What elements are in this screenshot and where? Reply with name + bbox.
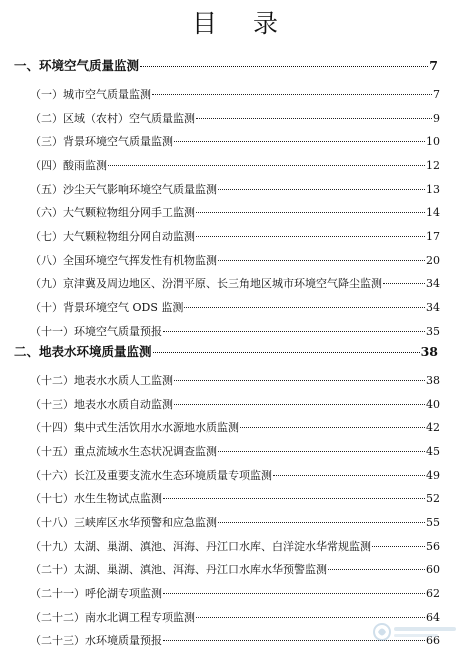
toc-entry[interactable] [30, 204, 440, 220]
toc-page-number: 38 [426, 374, 440, 387]
toc-leader-dots [174, 140, 425, 142]
toc-entry[interactable] [30, 299, 440, 315]
toc-section-label: 一、环境空气质量监测 [14, 58, 140, 73]
toc-entry[interactable] [30, 275, 440, 291]
toc-entry-label: （七）大气颗粒物组分网自动监测 [30, 229, 195, 243]
toc-page-number: 35 [426, 324, 440, 338]
toc-section-heading[interactable] [14, 342, 438, 360]
toc-entry[interactable] [30, 585, 440, 601]
toc-leader-dots [240, 426, 425, 428]
toc-entry-label: （二十）太湖、巢湖、滇池、洱海、丹江口水库水华预警监测 [30, 563, 327, 577]
toc-leader-dots [218, 259, 425, 261]
toc-page-number: 62 [426, 586, 440, 600]
toc-entry-label: （十七）水生生物试点监测 [30, 492, 162, 506]
toc-page-number: 14 [426, 206, 440, 220]
toc-entry-label: （十三）地表水水质自动监测 [30, 397, 173, 411]
toc-page-number: 38 [420, 344, 438, 359]
toc-entry[interactable] [30, 181, 440, 197]
toc-page-number: 64 [426, 610, 440, 624]
toc-entry-label: （九）京津冀及周边地区、汾渭平原、长三角地区城市环境空气降尘监测 [30, 277, 382, 291]
toc-leader-dots [196, 211, 425, 213]
toc-entry[interactable] [30, 396, 440, 412]
toc-entry[interactable] [30, 467, 440, 483]
toc-entry-label: （十一）环境空气质量预报 [30, 324, 162, 338]
toc-entry[interactable] [30, 514, 440, 530]
toc-section-heading[interactable] [14, 56, 438, 74]
toc-leader-dots [140, 65, 428, 67]
toc-entry-label: （二十二）南水北调工程专项监测 [30, 610, 195, 624]
toc-entry[interactable] [30, 419, 440, 435]
toc-page-number: 34 [426, 277, 440, 291]
toc-leader-dots [152, 93, 432, 95]
toc-entry[interactable] [30, 372, 440, 388]
toc-leader-dots [108, 164, 425, 166]
toc-page-number: 49 [426, 468, 440, 482]
watermark-logo [372, 621, 462, 643]
toc-leader-dots [163, 497, 425, 499]
toc-leader-dots [372, 545, 425, 547]
toc-page-number: 17 [426, 229, 440, 243]
toc-leader-dots [163, 330, 425, 332]
toc-leader-dots [184, 306, 425, 308]
toc-page-number: 7 [429, 58, 438, 73]
toc-page-number: 42 [426, 421, 440, 435]
toc-entry[interactable] [30, 323, 440, 339]
toc-entry-label: （三）背景环境空气质量监测 [30, 135, 173, 149]
toc-page-number: 12 [426, 158, 440, 172]
toc-section-label: 二、地表水环境质量监测 [14, 344, 152, 359]
toc-leader-dots [196, 616, 425, 618]
toc-entry[interactable] [30, 490, 440, 506]
page-title: 目 录 [192, 9, 292, 38]
toc-entry-label: （五）沙尘天气影响环境空气质量监测 [30, 182, 217, 196]
toc-page-number: 45 [426, 444, 440, 458]
toc-entry-label: （二）区域（农村）空气质量监测 [30, 111, 195, 125]
toc-entry-label: （八）全国环境空气挥发性有机物监测 [30, 253, 217, 267]
toc-entry-label: （二十三）水环境质量预报 [30, 634, 162, 648]
toc-page-number: 55 [426, 515, 440, 529]
toc-leader-dots [218, 521, 425, 523]
toc-entry[interactable] [30, 561, 440, 577]
toc-page-number: 52 [426, 492, 440, 506]
toc-entry[interactable] [30, 86, 440, 102]
toc-page-number: 34 [426, 300, 440, 314]
toc-entry-label: （十二）地表水水质人工监测 [30, 374, 173, 387]
toc-page-number: 56 [426, 539, 440, 553]
toc-page-number: 13 [426, 182, 440, 196]
toc-entry-label: （十八）三峡库区水华预警和应急监测 [30, 515, 217, 529]
toc-entry[interactable] [30, 157, 440, 173]
toc-entry-label: （四）酸雨监测 [30, 158, 107, 172]
toc-page-number: 60 [426, 563, 440, 577]
toc-entry[interactable] [30, 110, 440, 126]
toc-entry-label: （二十一）呼伦湖专项监测 [30, 586, 162, 600]
toc-page-number: 10 [426, 135, 440, 149]
toc-page-number: 9 [433, 111, 440, 125]
toc-page-number: 20 [426, 253, 440, 267]
toc-leader-dots [163, 592, 425, 594]
toc-entry-label: （六）大气颗粒物组分网手工监测 [30, 206, 195, 220]
toc-entry[interactable] [30, 443, 440, 459]
toc-leader-dots [196, 235, 425, 237]
toc-entry[interactable] [30, 133, 440, 149]
toc-leader-dots [218, 450, 425, 452]
toc-entry-label: （十四）集中式生活饮用水水源地水质监测 [30, 421, 239, 435]
toc-entry-label: （十）背景环境空气 ODS 监测 [30, 300, 184, 314]
toc-entry-label: （一）城市空气质量监测 [30, 88, 151, 101]
toc-leader-dots [383, 282, 425, 284]
toc-entry[interactable] [30, 538, 440, 554]
toc-entry[interactable] [30, 252, 440, 268]
toc-page-number: 66 [426, 634, 440, 648]
toc-leader-dots [153, 351, 420, 353]
toc-entry-label: （十六）长江及重要支流水生态环境质量专项监测 [30, 468, 272, 482]
toc-leader-dots [273, 474, 425, 476]
toc-leader-dots [174, 379, 425, 381]
toc-leader-dots [328, 568, 425, 570]
toc-leader-dots [174, 403, 425, 405]
toc-page-number: 40 [426, 397, 440, 411]
toc-leader-dots [196, 117, 432, 119]
toc-page-number: 7 [433, 88, 440, 101]
toc-entry-label: （十五）重点流域水生态状况调查监测 [30, 444, 217, 458]
toc-entry[interactable] [30, 228, 440, 244]
toc-entry-label: （十九）太湖、巢湖、滇池、洱海、丹江口水库、白洋淀水华常规监测 [30, 539, 371, 553]
toc-leader-dots [218, 188, 425, 190]
